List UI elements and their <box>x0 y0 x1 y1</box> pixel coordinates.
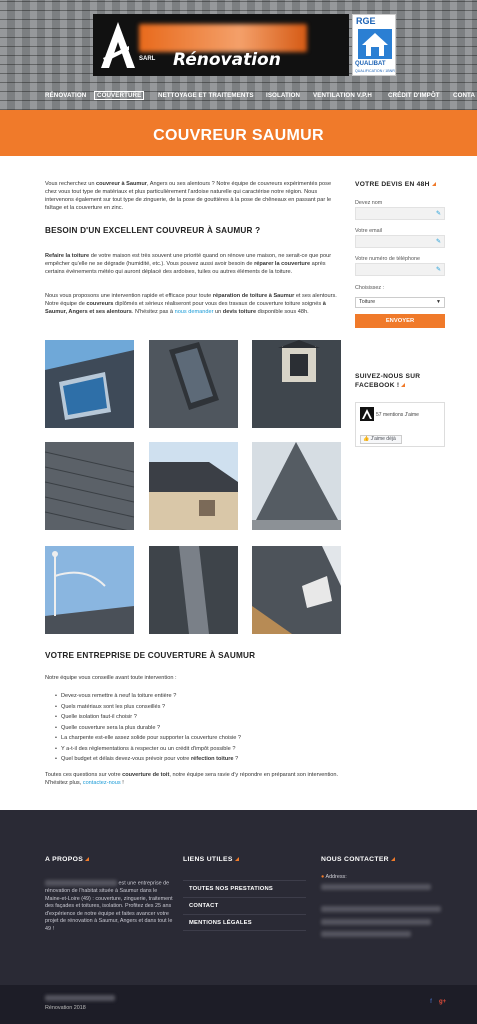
paragraph-questions <box>45 771 341 787</box>
site-header <box>0 0 477 110</box>
submit-button[interactable]: ENVOYER <box>355 314 445 328</box>
footer-contact-title <box>321 856 395 863</box>
redacted-address-3 <box>321 919 431 925</box>
p5-c: , notre équipe sera ravie d'y répondre en préparant son intervention. N'hésitez plus, <box>45 772 339 786</box>
address-label: Address: <box>325 874 347 880</box>
location-pin-icon: ● <box>321 874 325 880</box>
orange-triangle-icon <box>235 857 239 861</box>
about-body: entreprise de rénovation de l'habitat située à Saumur dans le Maine-et-Loire (49) : couverture, zinguerie, traitement des façades et toitures, isolation. Profitez des 25 ans d'expérience de notre équipe et faites avancer votre projet de rénovation à Saumur, Angers et dans tout le 49 ! <box>45 880 173 932</box>
facebook-title-line2: FACEBOOK ! <box>355 382 400 389</box>
phone-field[interactable] <box>355 263 445 276</box>
bullet-last-end: ? <box>233 756 239 762</box>
thumbs-up-icon: 👍 <box>363 436 370 442</box>
qualibat-house-icon <box>358 29 392 59</box>
link-contactez-nous[interactable]: contactez-nous <box>82 780 121 786</box>
orange-triangle-icon <box>401 383 405 387</box>
redacted-copyright-name <box>45 995 115 1001</box>
photo-dormer-window[interactable] <box>252 340 341 428</box>
p3-d: couvreurs <box>86 301 114 307</box>
paragraph-conseil: Notre équipe vous conseille avant toute intervention : <box>45 675 177 681</box>
orange-triangle-icon <box>391 857 395 861</box>
select-value: Toiture <box>359 299 376 305</box>
email-field[interactable] <box>355 235 445 248</box>
intro-paragraph <box>45 180 341 212</box>
p3-j: devis toiture <box>222 309 257 315</box>
advice-list <box>55 691 335 765</box>
p5-e: ! <box>120 780 124 786</box>
intro-text-c: , Angers ou ses alentours ? Notre équipe de couvreurs expérimentés pose chez vous tout type de matériaux et plus particulièrement l'ardoise naturelle qui caractérise notre région. Nous intervenons également sur tout type de zinguerie, de la pose de gouttières à la pose de chêneaux en passant par le faîtage et la couverture en zinc. <box>45 181 332 211</box>
facebook-title-line1: SUIVEZ-NOUS SUR <box>355 373 421 380</box>
logo-redacted-name <box>139 24 307 52</box>
paragraph-refaire <box>45 252 341 276</box>
copyright: Rénovation 2018 <box>45 1005 86 1011</box>
logo-roof-icon <box>99 20 137 70</box>
p3-i: un <box>213 309 223 315</box>
logo-name: Rénovation <box>173 50 281 70</box>
redacted-address-2 <box>321 906 441 912</box>
nav-isolation[interactable]: ISOLATION <box>266 92 301 99</box>
nav-credit-impot[interactable]: CRÉDIT D'IMPÔT <box>388 92 440 99</box>
p3-c: et ses alentours. Notre équipe de <box>45 293 337 307</box>
nav-couverture[interactable]: COUVERTURE <box>94 91 144 100</box>
list-item <box>55 754 335 765</box>
p3-g: . N'hésitez pas à <box>131 309 175 315</box>
nav-nettoyage[interactable]: NETTOYAGE ET TRAITEMENTS <box>158 92 254 99</box>
rge-title: RGE <box>356 16 376 26</box>
page-banner <box>0 110 477 156</box>
redacted-address-4 <box>321 931 411 937</box>
field-label-name: Devez nom <box>355 200 383 206</box>
list-item: • Quelle couverture sera la plus durable ? <box>55 723 335 734</box>
bullet-last-bold: réfection toiture <box>190 756 234 762</box>
photo-conical-roof[interactable] <box>252 442 341 530</box>
name-field[interactable] <box>355 207 445 220</box>
pencil-icon: ✎ <box>435 239 441 245</box>
list-item: • Quelle isolation faut-il choisir ? <box>55 712 335 723</box>
links-title-text: LIENS UTILES <box>183 856 233 863</box>
facebook-like-button[interactable] <box>360 435 402 444</box>
contact-title-text: NOUS CONTACTER <box>321 856 389 863</box>
p5-b: couverture de toit <box>122 772 170 778</box>
p3-f: à Saumur, Angers et ses alentours <box>45 301 326 315</box>
nav-ventilation[interactable]: VENTILATION V.P.H <box>313 92 373 99</box>
photo-roof-windows[interactable] <box>149 340 238 428</box>
footer-address <box>321 874 451 938</box>
redacted-company-name <box>45 880 117 886</box>
logo-sarl: SARL <box>139 56 156 62</box>
about-prefix-end: est une <box>118 880 137 887</box>
photo-house-corner[interactable] <box>149 442 238 530</box>
qualibat-label: QUALIBAT <box>355 61 386 67</box>
p2-d: après certains événements météo qui auront déplacé des ardoises, tuiles ou autres éléments de la toiture. <box>45 261 326 275</box>
page-logo-icon <box>360 407 374 421</box>
p5-a: Toutes ces questions sur votre <box>45 772 123 778</box>
facebook-likes: 57 mentions J'aime <box>376 412 419 418</box>
link-nous-demander[interactable]: nous demander <box>174 309 214 315</box>
footer-links <box>183 880 306 931</box>
list-item: • Quels matériaux sont les plus conseillés ? <box>55 702 335 713</box>
service-select[interactable] <box>355 297 445 308</box>
nav-renovation[interactable]: RÉNOVATION <box>45 92 87 99</box>
orange-triangle-icon <box>85 857 89 861</box>
p2-c: réparer la couverture <box>254 261 311 267</box>
list-item: • Devez-vous remettre à neuf la toiture entière ? <box>55 691 335 702</box>
facebook-widget <box>355 402 445 447</box>
list-item: • Y a-t-il des réglementations à respecter ou un crédit d'impôt possible ? <box>55 744 335 755</box>
field-label-email: Votre email <box>355 228 382 234</box>
photo-slate-work[interactable] <box>252 546 341 634</box>
p3-e: diplômés et sérieux réaliseront pour vous des travaux de couverture toiture soignés <box>113 301 323 307</box>
intro-text-a: Vous recherchez un <box>45 181 96 187</box>
bullet-last-text: Quel budget et délais devez-vous prévoir pour votre <box>60 756 191 762</box>
company-logo[interactable] <box>93 14 349 76</box>
footer-links-title <box>183 856 239 863</box>
p3-b: réparation de toiture à Saumur <box>212 293 295 299</box>
footer-link-prestations[interactable]: TOUTES NOS PRESTATIONS <box>183 880 306 897</box>
section-heading-entreprise: VOTRE ENTREPRISE DE COUVERTURE À SAUMUR <box>45 651 256 660</box>
chevron-down-icon: ▼ <box>436 299 441 305</box>
photo-skylight-roof[interactable] <box>45 340 134 428</box>
photo-slate-roof[interactable] <box>45 442 134 530</box>
section-heading-besoin: BESOIN D'UN EXCELLENT COUVREUR À SAUMUR ? <box>45 226 261 235</box>
p3-a: Nous vous proposons une intervention rapide et efficace pour toute <box>45 293 213 299</box>
intro-text-b: couvreur à Saumur <box>96 181 147 187</box>
google-plus-icon[interactable]: g+ <box>439 999 447 1005</box>
facebook-like-label: J'aime déjà <box>370 436 396 442</box>
footer-link-mentions[interactable]: MENTIONS LÉGALES <box>183 914 306 931</box>
select-label: Choisissez : <box>355 285 385 291</box>
facebook-icon[interactable]: f <box>430 999 432 1005</box>
field-label-phone: Votre numéro de téléphone <box>355 256 421 262</box>
p2-a: Refaire la toiture <box>45 253 90 259</box>
redacted-address-1 <box>321 884 431 890</box>
photo-roof-ornament[interactable] <box>45 546 134 634</box>
footer-about-text <box>45 880 173 934</box>
page-title: COUVREUR SAUMUR <box>153 127 324 144</box>
photo-roof-valley[interactable] <box>149 546 238 634</box>
rge-qualibat-badge <box>352 14 396 76</box>
main-nav <box>0 90 477 104</box>
paragraph-intervention <box>45 292 341 316</box>
facebook-title <box>355 372 420 390</box>
devis-title <box>355 180 436 189</box>
nav-contact[interactable]: CONTA <box>453 92 476 99</box>
footer-bottom-bar <box>0 985 477 1024</box>
pencil-icon: ✎ <box>435 211 441 217</box>
list-item: • La charpente est-elle assez solide pour supporter la couverture choisie ? <box>55 733 335 744</box>
p3-k: disponible sous 48h. <box>256 309 309 315</box>
orange-triangle-icon <box>432 182 436 186</box>
footer-link-contact[interactable]: CONTACT <box>183 897 306 914</box>
devis-title-text: VOTRE DEVIS EN 48H <box>355 181 430 188</box>
p2-b: de votre maison est très souvent une priorité quand on rénove une maison, ne serait-ce que pour empêcher qu'elle ne se dégrade (humidité, etc.). Vous pouvez aussi avoir besoin de <box>45 253 332 267</box>
footer-about-title <box>45 856 89 863</box>
site-footer <box>0 810 477 985</box>
qualibat-sub: QUALIFICATION / 1BNR <box>355 69 395 73</box>
about-title-text: A PROPOS <box>45 856 84 863</box>
pencil-icon: ✎ <box>435 267 441 273</box>
